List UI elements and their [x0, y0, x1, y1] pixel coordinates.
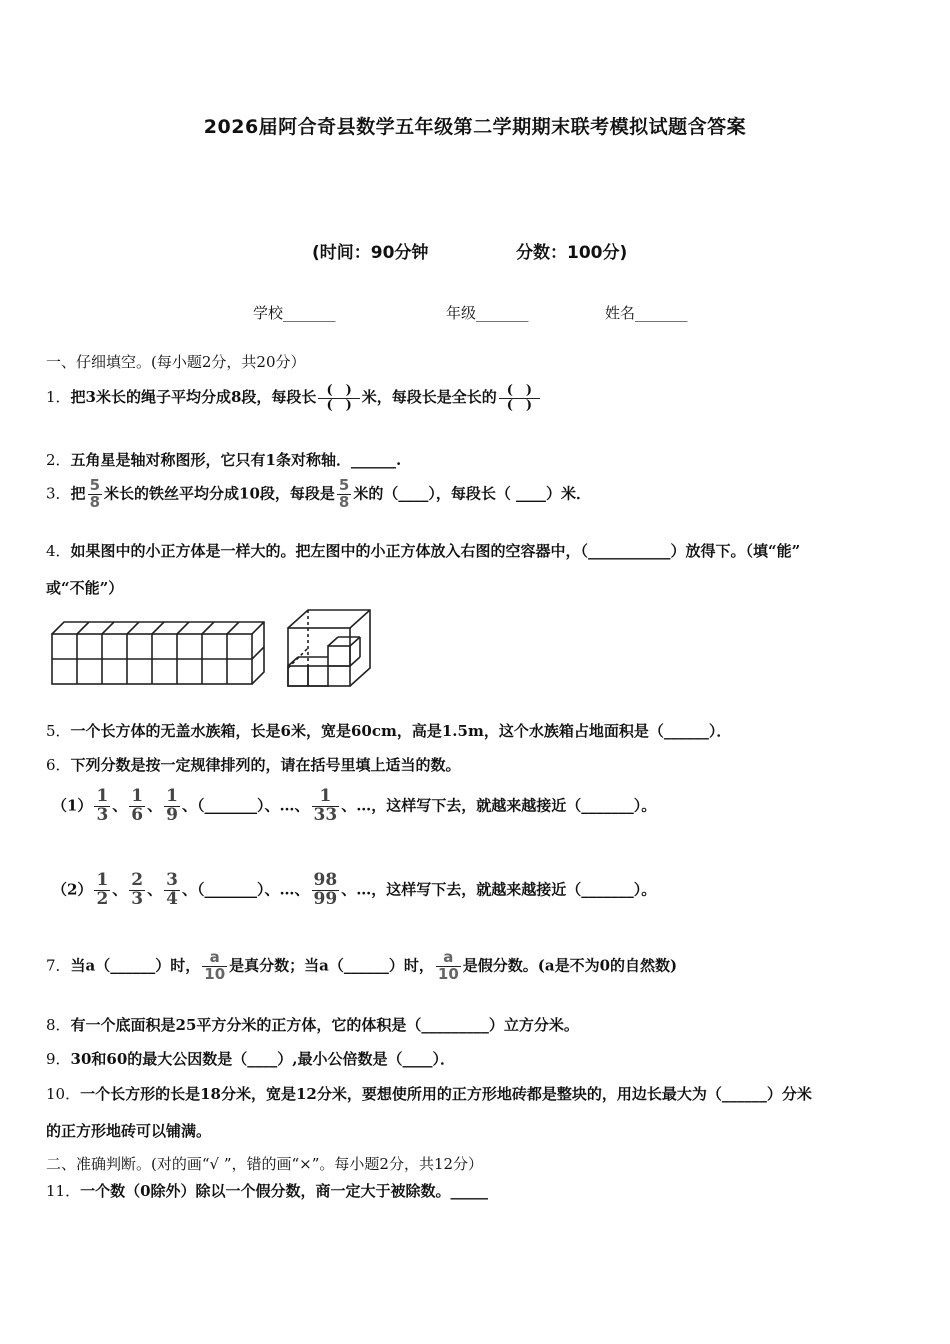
answer-fraction-blank: $\frac{( )}{( )}$: [318, 384, 359, 412]
question-text: 30和60的最大公因数是（____）,最小公倍数是（____）．: [70, 1050, 456, 1068]
question-text: 如果图中的小正方体是一样大的。把左图中的小正方体放入右图的空容器中，（___________）放得下。（填“能”: [70, 542, 801, 560]
question-10: [46, 1083, 812, 1104]
fraction: $\frac{a}{10}$: [437, 948, 459, 983]
answer-fraction-blank: $\frac{( )}{( )}$: [499, 384, 540, 412]
answer-blank: （_______）、…、: [197, 880, 310, 899]
part-label: （1）: [52, 796, 93, 815]
container-figure: [286, 608, 376, 690]
answer-blank: （_______）、…、: [197, 796, 310, 815]
exam-time: (时间：90分钟: [312, 243, 429, 263]
question-4: [46, 540, 800, 561]
question-10-cont: 的正方形地砖可以铺满。: [46, 1122, 212, 1140]
question-9: [46, 1048, 455, 1069]
question-text: 一个数（0除外）除以一个假分数，商一定大于被除数。_____: [80, 1182, 489, 1200]
sequence-fraction: $\frac{3}{4}$: [166, 870, 178, 909]
question-text: 有一个底面积是25平方分米的正方体，它的体积是（_________）立方分米。: [70, 1016, 579, 1034]
school-field: 学校_______: [253, 304, 336, 322]
question-11: [46, 1180, 488, 1201]
question-text: 米的（____），每段长（ ____）米．: [353, 484, 592, 503]
part-label: （2）: [52, 880, 93, 899]
grade-field: 年级_______: [446, 304, 529, 322]
sequence-fraction: $\frac{2}{3}$: [131, 870, 144, 909]
question-number: 7．: [46, 956, 71, 975]
question-text: 、…，这样写下去，就越来越接近（_______）。: [341, 796, 657, 815]
question-6-part-2: （2） $\frac{1}{2}$ 、 $\frac{2}{3}$ 、 $\frac{3}{4}$ 、（_______）、…、 $\frac{98}{99}$ 、…，这样写下去，就越来越接近（_______）。: [52, 870, 657, 909]
question-text: 一个长方体的无盖水族箱，长是6米，宽是60cm，高是1.5m，这个水族箱占地面积是（______）．: [70, 722, 732, 740]
question-text: 是真分数；当a（______）时，: [229, 956, 434, 975]
question-text: 米长的铁丝平均分成10段，每段是: [104, 484, 335, 503]
question-text: 把3米长的绳子平均分成8段，每段长: [70, 388, 317, 407]
question-8: [46, 1014, 579, 1035]
question-3: [46, 478, 591, 511]
question-text: 、…，这样写下去，就越来越接近（_______）。: [341, 880, 657, 899]
question-4-cont: 或“不能”）: [46, 579, 124, 597]
sequence-fraction: $\frac{1}{9}$: [166, 786, 178, 825]
name-field: 姓名_______: [605, 304, 688, 322]
question-text: 下列分数是按一定规律排列的，请在括号里填上适当的数。: [70, 756, 461, 774]
question-text: 当a（______）时，: [70, 956, 201, 975]
question-2: [46, 449, 401, 470]
question-number: 3．: [46, 484, 71, 503]
question-number: 4．: [46, 542, 71, 560]
fraction: $\frac{a}{10}$: [204, 948, 226, 983]
question-number: 1．: [46, 388, 71, 407]
question-number: 10．: [46, 1085, 81, 1103]
page-title: 2026届阿合奇县数学五年级第二学期期末联考模拟试题含答案: [203, 116, 747, 138]
question-5: [46, 720, 731, 741]
question-text: 米，每段长是全长的: [361, 388, 497, 407]
question-number: 6．: [46, 756, 71, 774]
fraction: $\frac{5}{8}$: [338, 476, 350, 511]
question-text: 是假分数。(a是不为0的自然数): [462, 956, 678, 975]
question-text: 五角星是轴对称图形，它只有1条对称轴．______.: [70, 451, 402, 469]
question-number: 8．: [46, 1016, 71, 1034]
question-6: [46, 754, 461, 775]
sequence-fraction: $\frac{1}{33}$: [313, 786, 338, 825]
question-number: 11．: [46, 1182, 81, 1200]
section-heading-2: 二、准确判断。(对的画“√ ”，错的画“×”。每小题2分，共12分）: [46, 1155, 484, 1173]
question-text: 一个长方形的长是18分米，宽是12分米，要想使所用的正方形地砖都是整块的，用边长最大为（______）分米: [80, 1085, 812, 1103]
sequence-fraction: $\frac{1}{6}$: [131, 786, 144, 825]
sequence-fraction: $\frac{1}{3}$: [96, 786, 109, 825]
sequence-fraction: $\frac{98}{99}$: [313, 870, 338, 909]
question-7: [46, 950, 677, 983]
question-number: 9．: [46, 1050, 71, 1068]
question-number: 5．: [46, 722, 71, 740]
cube-stack-figure: [50, 616, 272, 686]
fraction: $\frac{5}{8}$: [89, 476, 100, 511]
question-6-part-1: （1） $\frac{1}{3}$ 、 $\frac{1}{6}$ 、 $\frac{1}{9}$ 、（_______）、…、 $\frac{1}{33}$ 、…，这样写下去，就越来越接近（_______）。: [52, 786, 657, 825]
exam-score: 分数：100分): [516, 243, 628, 263]
question-1: [46, 384, 542, 412]
question-number: 2．: [46, 451, 71, 469]
question-text: 把: [70, 484, 86, 503]
sequence-fraction: $\frac{1}{2}$: [96, 870, 109, 909]
section-heading-1: 一、仔细填空。(每小题2分，共20分）: [46, 353, 306, 371]
